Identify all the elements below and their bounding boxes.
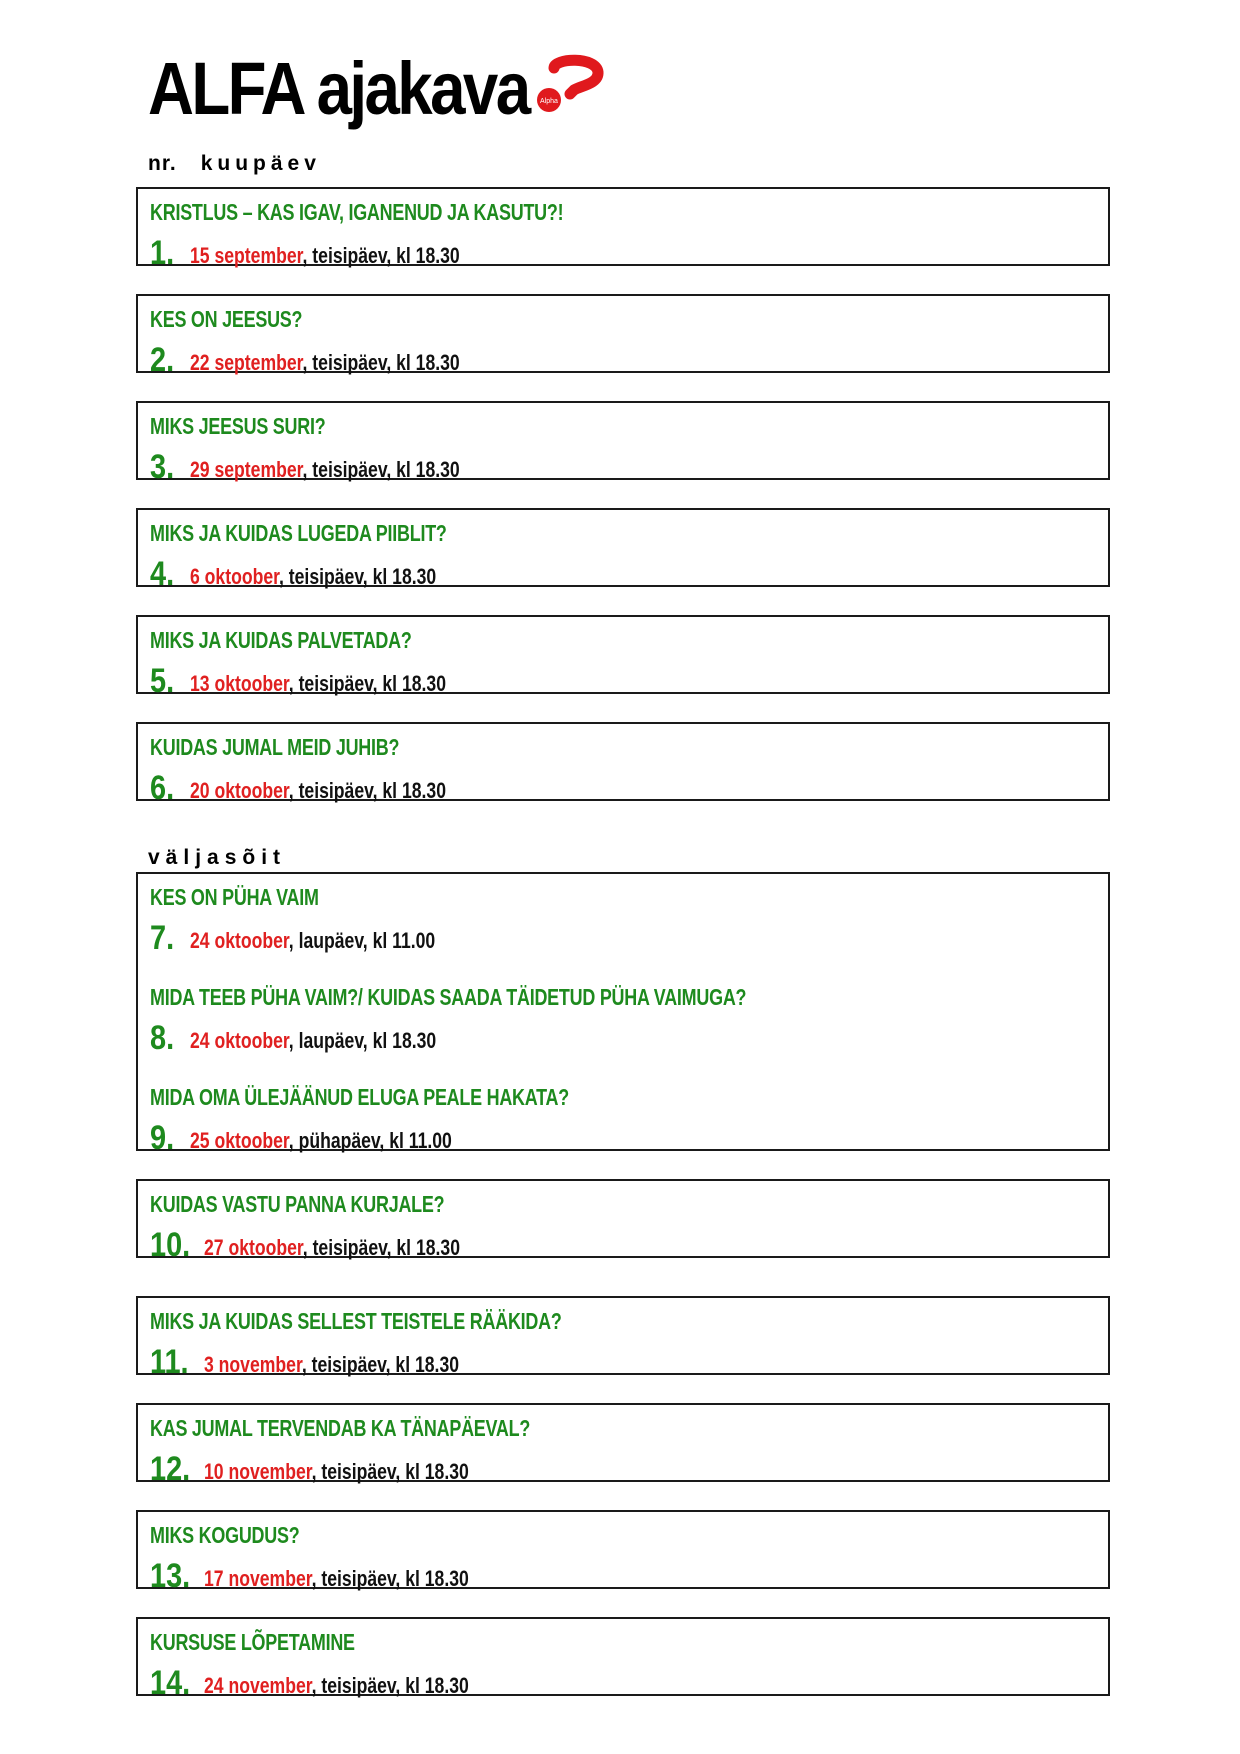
session-topic: KES ON PÜHA VAIM: [150, 884, 319, 910]
session-date: 13 oktoober: [190, 671, 290, 696]
session-date: 24 oktoober: [190, 1028, 290, 1053]
session-line: [150, 661, 510, 701]
session-entry: [150, 882, 1098, 962]
session-number: 11.: [150, 1343, 189, 1381]
session-entry: [150, 1520, 1098, 1600]
session-entry: [150, 982, 1098, 1062]
column-nr: nr.: [148, 152, 177, 175]
session-box-5: [136, 615, 1110, 700]
session-time: , teisipäev, kl 18.30: [302, 350, 461, 375]
session-number: 14.: [150, 1664, 191, 1702]
session-topic: MIKS JEESUS SURI?: [150, 413, 326, 439]
session-line: [150, 1556, 535, 1596]
column-date: kuupäev: [200, 152, 321, 175]
session-time: , teisipäev, kl 18.30: [302, 457, 461, 482]
logo-text: Alpha: [540, 98, 558, 105]
session-entry: [150, 1189, 1098, 1269]
session-topic: KRISTLUS – KAS IGAV, IGANENUD JA KASUTU?!: [150, 199, 564, 225]
session-entry: [150, 625, 1098, 705]
session-topic: KUIDAS JUMAL MEID JUHIB?: [150, 734, 400, 760]
session-box-6: [136, 722, 1110, 807]
session-date: 15 september: [190, 243, 303, 268]
session-topic: MIKS KOGUDUS?: [150, 1522, 300, 1548]
session-line: [150, 918, 497, 958]
session-time: , teisipäev, kl 18.30: [312, 1673, 470, 1698]
session-date: 27 oktoober: [204, 1235, 304, 1260]
session-line: [150, 1225, 524, 1265]
session-entry: [150, 732, 1098, 812]
session-line: [150, 1449, 535, 1489]
session-time: , teisipäev, kl 18.30: [302, 1352, 460, 1377]
session-number: 10.: [150, 1226, 191, 1264]
page-title: ALFA ajakava: [148, 47, 529, 130]
session-box-4: [136, 508, 1110, 593]
session-time: , pühapäev, kl 11.00: [289, 1128, 453, 1153]
session-entry: [150, 197, 1098, 277]
session-entry: [150, 1082, 1098, 1162]
session-date: 22 september: [190, 350, 303, 375]
session-entry: [150, 1627, 1098, 1707]
session-topic: MIKS JA KUIDAS SELLEST TEISTELE RÄÄKIDA?: [150, 1308, 562, 1334]
session-box-retreat: [136, 872, 1110, 1157]
session-number: 7.: [150, 919, 175, 957]
session-line: [150, 447, 528, 487]
session-topic: MIDA OMA ÜLEJÄÄNUD ELUGA PEALE HAKATA?: [150, 1084, 570, 1110]
session-time: , teisipäev, kl 18.30: [289, 778, 447, 803]
session-line: [150, 1663, 535, 1703]
session-number: 8.: [150, 1019, 175, 1057]
session-topic: KUIDAS VASTU PANNA KURJALE?: [150, 1191, 445, 1217]
session-number: 1.: [150, 234, 175, 272]
session-box-3: [136, 401, 1110, 486]
session-date: 25 oktoober: [190, 1128, 290, 1153]
session-time: , teisipäev, kl 18.30: [312, 1566, 470, 1591]
session-number: 12.: [150, 1450, 191, 1488]
session-line: [150, 1018, 498, 1058]
session-date: 3 november: [204, 1352, 303, 1377]
session-entry: [150, 518, 1098, 598]
session-line: [150, 233, 528, 273]
session-number: 4.: [150, 555, 175, 593]
session-time: , teisipäev, kl 18.30: [303, 1235, 461, 1260]
session-line: [150, 768, 510, 808]
session-box-11: [136, 1296, 1110, 1381]
session-time: , laupäev, kl 18.30: [289, 1028, 437, 1053]
session-number: 9.: [150, 1119, 175, 1157]
session-number: 2.: [150, 341, 175, 379]
session-date: 17 november: [204, 1566, 313, 1591]
session-box-14: [136, 1617, 1110, 1702]
session-time: , teisipäev, kl 18.30: [312, 1459, 470, 1484]
session-date: 6 oktoober: [190, 564, 280, 589]
session-box-13: [136, 1510, 1110, 1595]
page-title-wrap: [148, 44, 591, 134]
session-box-10: [136, 1179, 1110, 1264]
session-number: 6.: [150, 769, 175, 807]
session-box-12: [136, 1403, 1110, 1488]
section-label: väljasõit: [148, 846, 287, 869]
column-headings: [148, 152, 321, 176]
session-topic: MIDA TEEB PÜHA VAIM?/ KUIDAS SAADA TÄIDETUD PÜHA VAIMUGA?: [150, 984, 747, 1010]
session-time: , teisipäev, kl 18.30: [279, 564, 437, 589]
session-topic: KAS JUMAL TERVENDAB KA TÄNAPÄEVAL?: [150, 1415, 531, 1441]
session-date: 20 oktoober: [190, 778, 290, 803]
session-line: [150, 554, 498, 594]
session-topic: KES ON JEESUS?: [150, 306, 303, 332]
alpha-logo: [536, 54, 608, 116]
session-entry: [150, 1306, 1098, 1386]
session-number: 5.: [150, 662, 175, 700]
session-time: , teisipäev, kl 18.30: [302, 243, 461, 268]
session-topic: MIKS JA KUIDAS PALVETADA?: [150, 627, 412, 653]
session-entry: [150, 411, 1098, 491]
session-number: 13.: [150, 1557, 191, 1595]
session-box-2: [136, 294, 1110, 379]
session-line: [150, 1118, 518, 1158]
session-time: , teisipäev, kl 18.30: [289, 671, 447, 696]
session-entry: [150, 304, 1098, 384]
session-line: [150, 340, 528, 380]
session-line: [150, 1342, 523, 1382]
session-date: 24 november: [204, 1673, 313, 1698]
session-box-1: [136, 187, 1110, 272]
session-date: 29 september: [190, 457, 303, 482]
session-entry: [150, 1413, 1098, 1493]
session-number: 3.: [150, 448, 175, 486]
session-topic: MIKS JA KUIDAS LUGEDA PIIBLIT?: [150, 520, 447, 546]
session-date: 24 oktoober: [190, 928, 290, 953]
session-time: , laupäev, kl 11.00: [289, 928, 436, 953]
session-date: 10 november: [204, 1459, 313, 1484]
session-topic: KURSUSE LÕPETAMINE: [150, 1629, 355, 1655]
